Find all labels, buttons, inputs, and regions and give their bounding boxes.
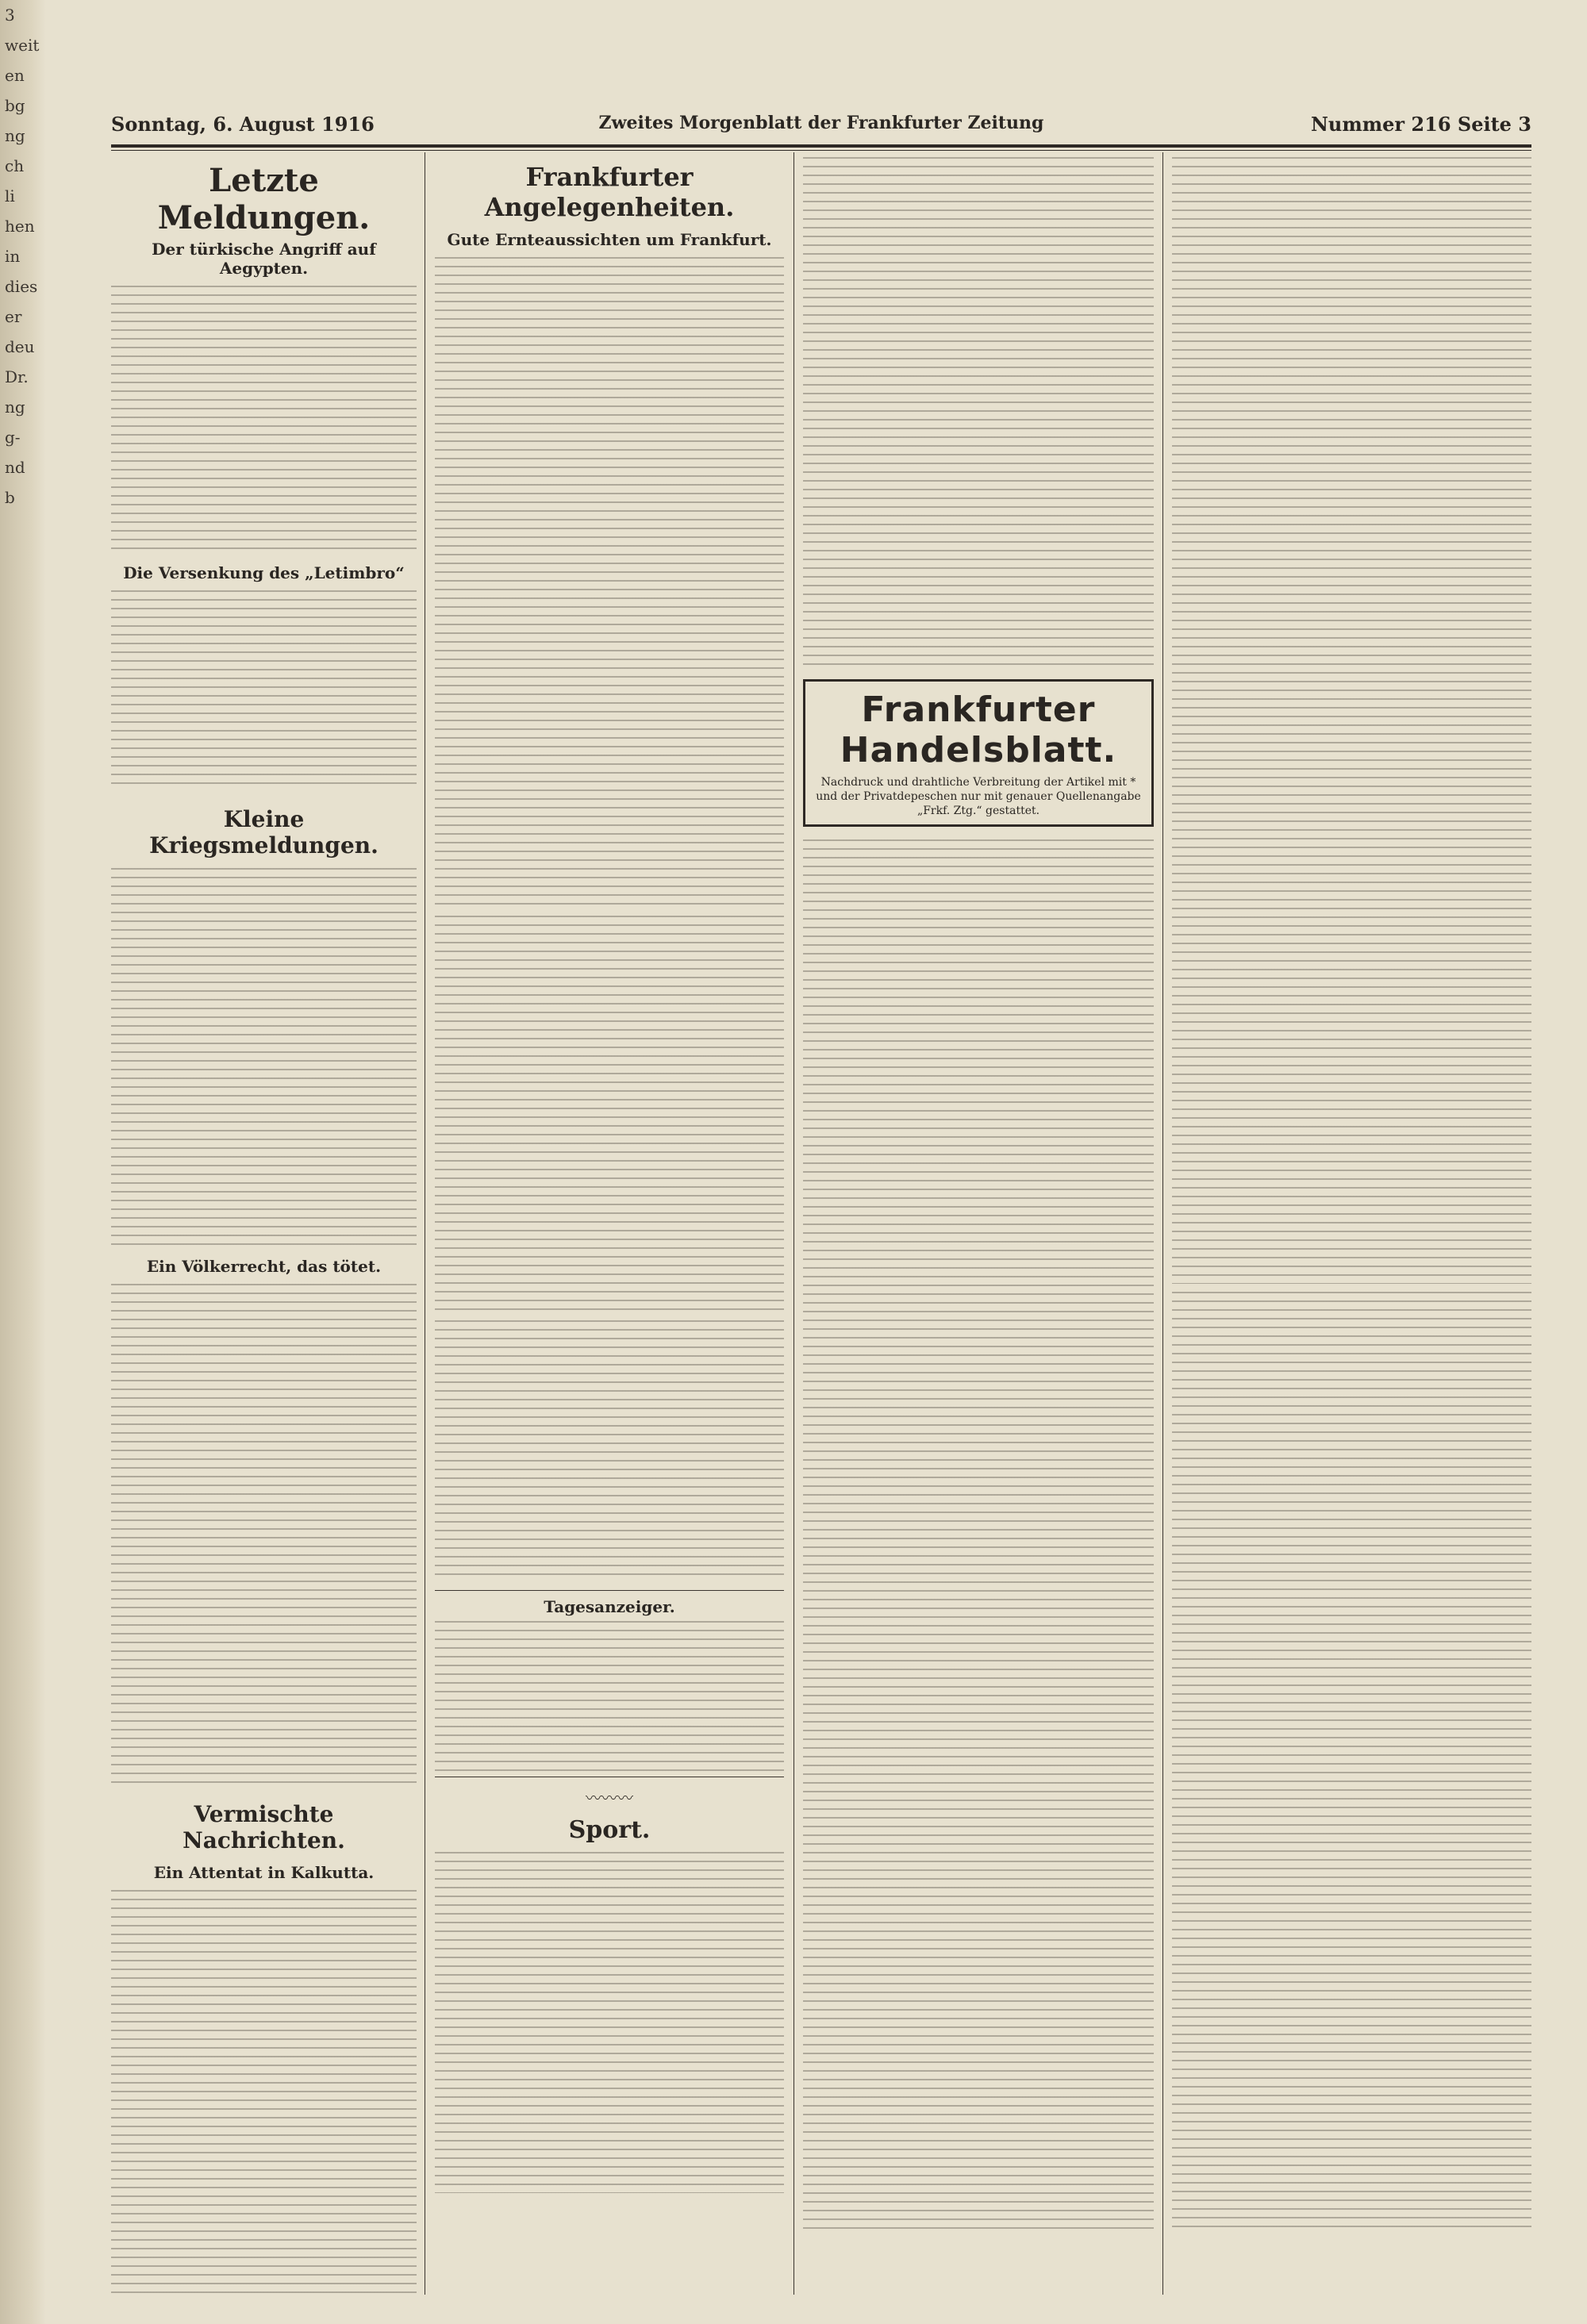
article-body-text	[111, 286, 417, 555]
gutter-fragment: b	[5, 488, 15, 507]
article-body-text	[1172, 157, 1531, 1284]
gutter-fragment: g-	[5, 428, 21, 447]
article-body-text	[111, 1284, 417, 1784]
masthead	[111, 109, 1531, 141]
tagesanzeiger-box	[435, 1590, 784, 1777]
gutter-fragment: ch	[5, 156, 25, 175]
gutter-fragment: nd	[5, 458, 25, 477]
gutter-fragment: 3	[5, 6, 15, 25]
section-ornament: 〰〰〰	[586, 1788, 633, 1807]
gutter-fragment: li	[5, 186, 15, 206]
section-title-frankfurter-handelsblatt: Frankfurter Handelsblatt.	[840, 690, 1117, 770]
tagesanzeiger-title: Tagesanzeiger.	[544, 1597, 675, 1616]
gutter-fragment: bg	[5, 96, 25, 115]
column-1	[111, 157, 417, 2299]
column-divider	[1162, 152, 1163, 2295]
column-2	[435, 157, 784, 2299]
masthead-issue-page: Nummer 216 Seite 3	[1310, 113, 1531, 136]
masthead-rule-thick	[111, 144, 1531, 148]
article-body-text	[803, 839, 1154, 2236]
article-body-text	[435, 1320, 784, 1582]
article-body-text	[435, 257, 784, 908]
section-title-vermischte-nachrichten: Vermischte Nachrichten.	[183, 1801, 345, 1853]
article-heading: Ein Attentat in Kalkutta.	[153, 1863, 375, 1882]
gutter-fragment: dies	[5, 277, 38, 296]
gutter-fragment: deu	[5, 337, 35, 356]
article-body-text	[1172, 1292, 1531, 2228]
gutter-fragment: Dr.	[5, 367, 29, 386]
column-3	[803, 157, 1154, 2299]
article-heading: Ein Völkerrecht, das tötet.	[146, 1257, 382, 1276]
handelsblatt-header-box	[803, 679, 1154, 827]
column-4	[1172, 157, 1531, 2299]
gutter-fragment: er	[5, 307, 22, 326]
gutter-fragment: en	[5, 66, 25, 85]
section-title-kleine-kriegsmeldungen: Kleine Kriegsmeldungen.	[149, 806, 378, 859]
article-body-text	[435, 916, 784, 1312]
section-title-letzte-meldungen: Letzte Meldungen.	[157, 162, 371, 236]
masthead-date: Sonntag, 6. August 1916	[111, 113, 375, 136]
section-title-frankfurter-angelegenheiten: Frankfurter Angelegenheiten.	[484, 162, 735, 222]
left-gutter-fragments	[0, 0, 46, 2324]
masthead-paper-name: Zweites Morgenblatt der Frankfurter Zeitung	[598, 113, 1044, 133]
article-heading: Die Versenkung des „Letimbro“	[123, 563, 405, 582]
article-subtitle: Gute Ernteaussichten um Frankfurt.	[447, 230, 772, 249]
article-heading: Der türkische Angriff auf Aegypten.	[152, 240, 376, 278]
handelsblatt-reprint-note: Nachdruck und drahtliche Verbreitung der Artikel mit * und der Privatdepeschen nur mit genauer Quellenangabe „Frkf. Ztg.“ gestattet.	[816, 776, 1141, 817]
article-body-text	[111, 1890, 417, 2299]
section-title-sport: Sport.	[568, 1816, 651, 1844]
masthead-rule-thin	[111, 150, 1531, 151]
gutter-fragment: weit	[5, 36, 40, 55]
gutter-fragment: in	[5, 247, 21, 266]
gutter-fragment: ng	[5, 398, 25, 417]
gutter-fragment: hen	[5, 217, 35, 236]
article-body-text	[111, 868, 417, 1249]
article-body-text	[111, 590, 417, 789]
tagesanzeiger-listing	[435, 1621, 784, 1772]
gutter-fragment: ng	[5, 126, 25, 145]
article-body-text	[435, 1852, 784, 2193]
article-body-text	[803, 157, 1154, 665]
